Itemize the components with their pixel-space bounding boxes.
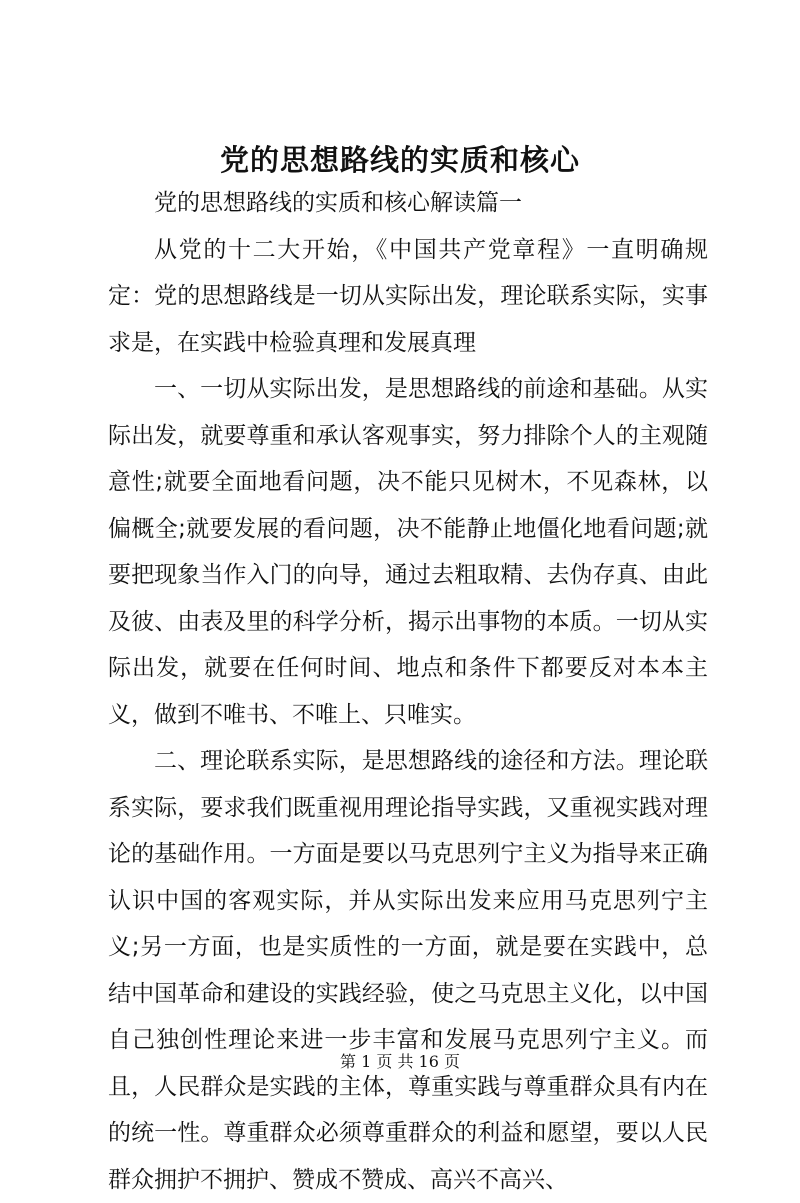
paragraph-intro: 从党的十二大开始，《中国共产党章程》一直明确规定：党的思想路线是一切从实际出发，理论联系实际，实事求是，在实践中检验真理和发展真理 (108, 236, 708, 356)
document-title: 党的思想路线的实质和核心 (219, 143, 580, 177)
paragraph-subtitle: 党的思想路线的实质和核心解读篇一 (154, 190, 522, 216)
paragraph-point-two: 二、理论联系实际，是思想路线的途径和方法。理论联系实际，要求我们既重视用理论指导实践，又重视实践对理论的基础作用。一方面是要以马克思列宁主义为指导来正确认识中国的客观实际，并从实际出发来应用马克思列宁主义;另一方面，也是实质性的一方面，就是要在实践中，总结中国革命和建设的实践经验，使之马克思主义化，以中国自己独创性理论来进一步丰富和发展马克思列宁主义。而且，人民群众是实践的主体，尊重实践与尊重群众具有内在的统一性。尊重群众必须尊重群众的利益和愿望，要以人民群众拥护不拥护、赞成不赞成、高兴不高兴、 (108, 748, 708, 1193)
page-number-footer: 第 1 页 共 16 页 (340, 1052, 460, 1071)
paragraph-point-one: 一、一切从实际出发，是思想路线的前途和基础。从实际出发，就要尊重和承认客观事实，努力排除个人的主观随意性;就要全面地看问题，决不能只见树木，不见森林，以偏概全;就要发展的看问题，决不能静止地僵化地看问题;就要把现象当作入门的向导，通过去粗取精、去伪存真、由此及彼、由表及里的科学分析，揭示出事物的本质。一切从实际出发，就要在任何时间、地点和条件下都要反对本本主义，做到不唯书、不唯上、只唯实。 (108, 376, 708, 728)
